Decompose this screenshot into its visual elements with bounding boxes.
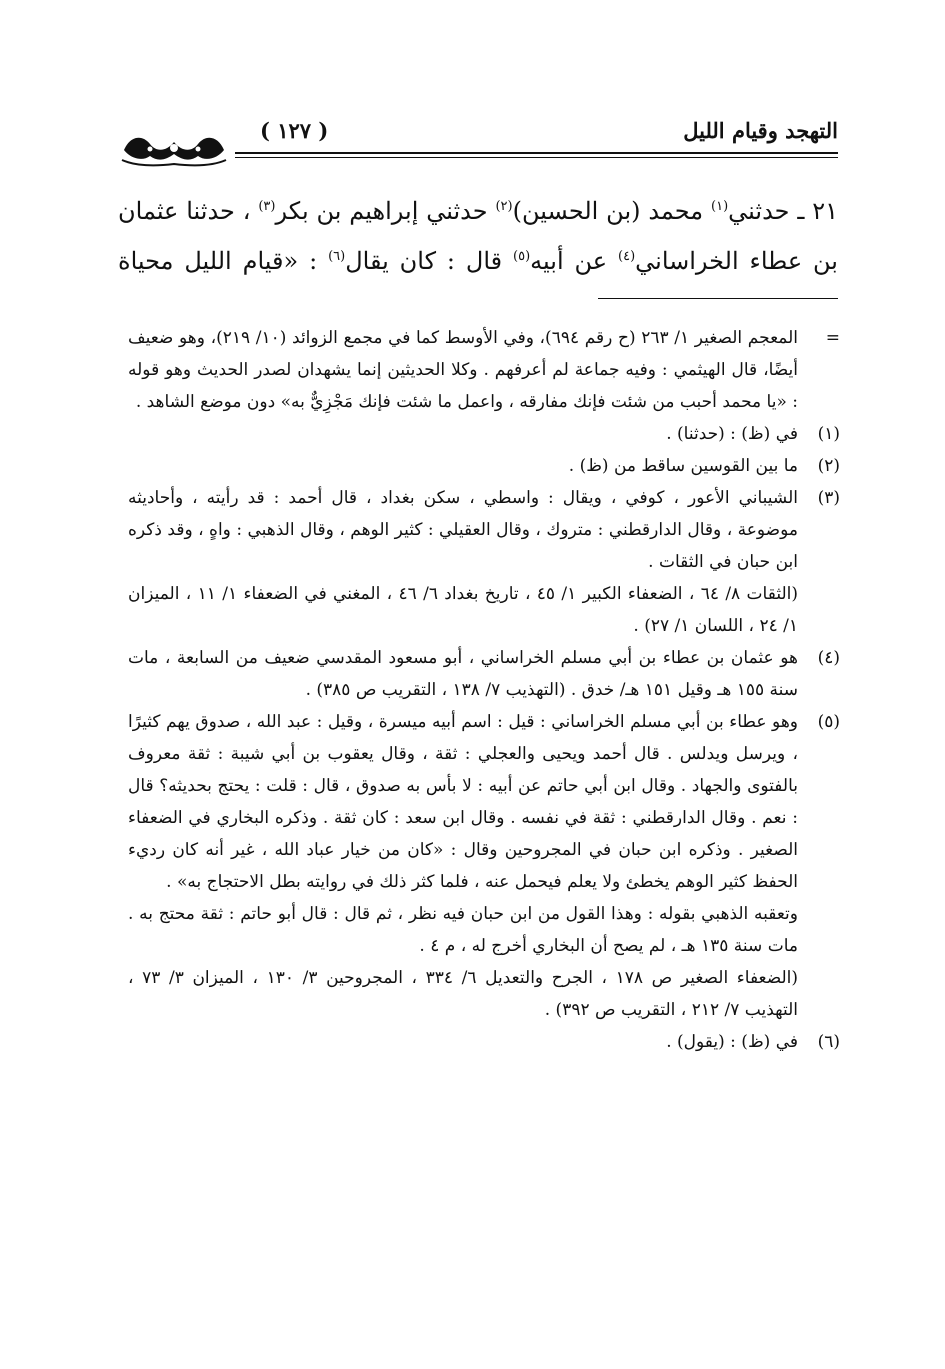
footnote-number: (١) bbox=[817, 424, 840, 444]
footnote-separator bbox=[598, 298, 838, 299]
footnote-text: ما بين القوسين ساقط من (ظ) . bbox=[568, 456, 798, 476]
footnote-text: هو عثمان بن عطاء بن أبي مسلم الخراساني ، أبو مسعود المقدسي ضعيف من السابعة ، مات سنة ١٥٥ هـ وقيل ١٥١ هـ/ خدق . (التهذيب ٧/ ١٣٨ ، التقريب ص ٣٨٥) . bbox=[128, 648, 798, 700]
footnote-2 bbox=[128, 450, 840, 482]
text-segment: عن أبيه bbox=[530, 247, 619, 275]
footnote-3 bbox=[128, 482, 840, 578]
footnote-text: في (ظ) : (حدثنا) . bbox=[666, 424, 798, 444]
footnote-4 bbox=[128, 642, 840, 706]
decorative-ornament-icon bbox=[120, 128, 228, 168]
text-segment: ٢١ ـ حدثني bbox=[728, 197, 838, 225]
footnote-text: في (ظ) : (يقول) . bbox=[666, 1032, 798, 1052]
text-segment: حدثني إبراهيم بن بكر bbox=[275, 197, 496, 225]
footnote-ref: (٤) bbox=[618, 249, 636, 264]
footnote-ref: (٦) bbox=[328, 249, 346, 264]
footnotes bbox=[128, 322, 840, 1058]
footnote-ref: (٣) bbox=[258, 199, 276, 214]
footnote-text: المعجم الصغير ١/ ٢٦٣ (ح رقم ٦٩٤)، وفي الأوسط كما في مجمع الزوائد (١٠/ ٢١٩)، وهو ضعيف أيضًا، قال الهيثمي : وفيه جماعة لم أعرفهم . وكلا الحديثين إنما يشهدان لصدر الحديث وهو قوله : «يا محمد أحبب من شئت فإنك مفارقه ، واعمل ما شئت فإنك مَجْزِيٌّ به» دون موضع الشاهد . bbox=[128, 328, 799, 412]
footnote-ref: (٢) bbox=[495, 199, 513, 214]
footnote-ref: (٥) bbox=[513, 249, 531, 264]
footnote-text: الشيباني الأعور ، كوفي ، ويقال : واسطي ، سكن بغداد ، قال أحمد : قد رأيته ، وأحاديثه موضوعة ، وقال الدارقطني : متروك ، وقال العقيلي : كثير الوهم ، وقال الذهبي : واهٍ ، وقد ذكره ابن حبان في الثقات . bbox=[128, 488, 798, 572]
running-header bbox=[120, 118, 838, 174]
footnote-3-references: (الثقات ٨/ ٦٤ ، الضعفاء الكبير ١/ ٤٥ ، تاريخ بغداد ٦/ ٤٦ ، المغني في الضعفاء ١/ ١١ ، الميزان ١/ ٢٤ ، اللسان ١/ ٢٧) . bbox=[128, 584, 798, 636]
continuation-marker: = bbox=[825, 328, 840, 348]
footnote-number: (٢) bbox=[817, 456, 840, 476]
text-segment: قال : كان يقال bbox=[345, 247, 514, 275]
footnote-text: وهو عطاء بن أبي مسلم الخراساني : قيل : اسم أبيه ميسرة ، وقيل : عبد الله ، صدوق يهم كثيرًا ، ويرسل ويدلس . قال أحمد ويحيى والعجلي : ثقة ، وقال يعقوب بن أبي شيبة : ثقة معروف بالفتوى والجهاد . وقال ابن أبي حاتم عن أبيه : لا بأس به صدوق ، قال : قلت : يحتج بحديثه؟ قال : نعم . وقال الدارقطني : ثقة في نفسه . وقال ابن سعد : كان ثقة . وذكره البخاري في الضعفاء الصغير . وذكره ابن حبان في المجروحين وقال : «كان من خيار عباد الله ، غير أنه كان رديء الحفظ كثير الوهم يخطئ ولا يعلم فيحمل عنه ، فلما كثر ذلك في روايته بطل الاحتجاج به» . bbox=[128, 712, 798, 892]
footnote-5-commentary: وتعقبه الذهبي بقوله : وهذا القول من ابن حبان فيه نظر ، ثم قال : قال أبو حاتم : ثقة محتج به . مات سنة ١٣٥ هـ ، لم يصح أن البخاري أخرج له ، م ٤ . bbox=[128, 904, 798, 956]
footnote-6 bbox=[128, 1026, 840, 1058]
footnote-5-references: (الضعفاء الصغير ص ١٧٨ ، الجرح والتعديل ٦/ ٣٣٤ ، المجروحين ٣/ ١٣٠ ، الميزان ٣/ ٧٣ ، التهذيب ٧/ ٢١٢ ، التقريب ص ٣٩٢) . bbox=[128, 968, 799, 1020]
footnote-number: (٥) bbox=[817, 712, 840, 732]
footnote-1 bbox=[128, 418, 840, 450]
header-rule-thin bbox=[235, 157, 838, 158]
text-segment: : «قيام الليل محياة bbox=[118, 247, 329, 275]
page-number: ( ١٢٧ ) bbox=[260, 118, 329, 143]
footnote-5 bbox=[128, 706, 840, 898]
footnote-number: (٣) bbox=[817, 488, 840, 508]
hadith-text bbox=[118, 186, 838, 286]
footnote-continuation bbox=[128, 322, 840, 418]
hadith-paragraph bbox=[118, 186, 838, 286]
text-segment: محمد (بن الحسين) bbox=[512, 197, 711, 225]
footnote-number: (٦) bbox=[817, 1032, 840, 1052]
footnote-ref: (١) bbox=[711, 199, 729, 214]
book-title: التهجد وقيام الليل bbox=[683, 118, 838, 143]
header-rule bbox=[235, 152, 838, 154]
footnote-number: (٤) bbox=[817, 648, 840, 668]
text-segment: ، حدثنا عثمان بن عطاء الخراساني bbox=[118, 197, 838, 275]
